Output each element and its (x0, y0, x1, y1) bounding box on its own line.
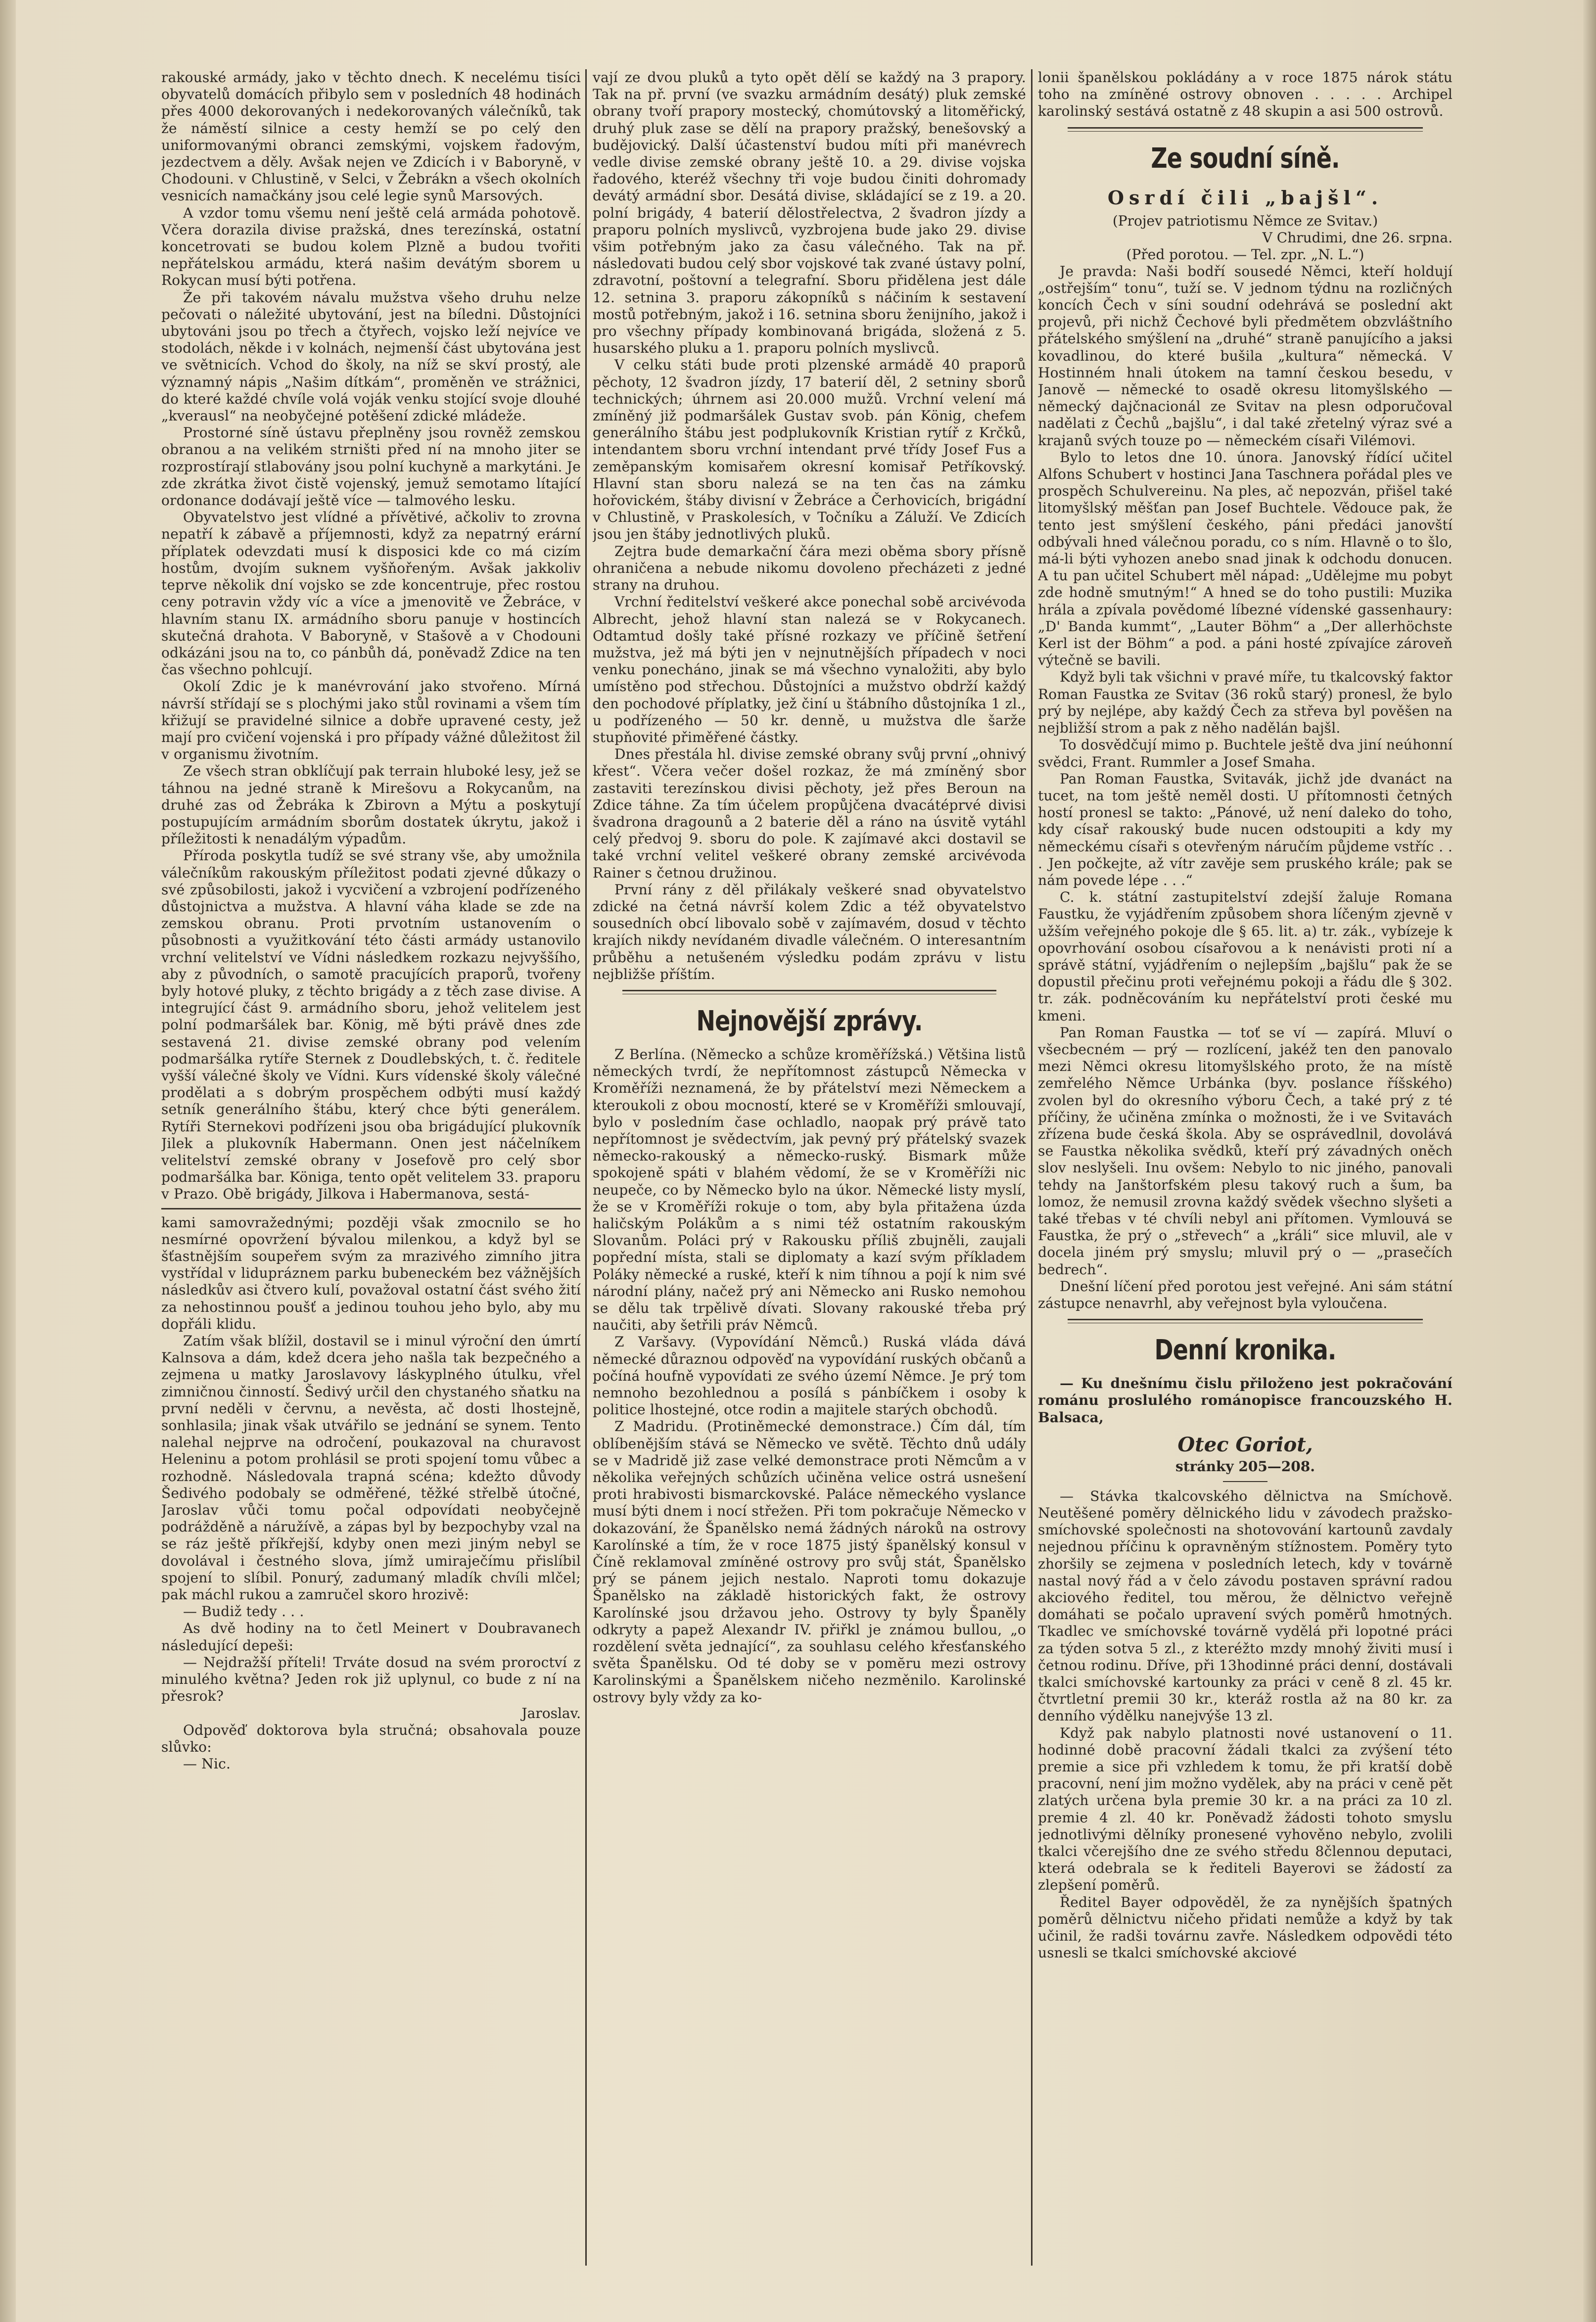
article-paragraph: vají ze dvou pluků a tyto opět dělí se každý na 3 prapory. Tak na př. první (ve svazku armádním desátý) pluk zemské obrany tvoří prapory mostecký, chomútovský a litoměřický, druhý pluk zase se dělí na prapory pražský, benešovský a budějovický. Další účastenství budou míti při manévrech vedle divise zemské obrany ještě 10. a 29. divise vojska řadového, kteréž všechny tři voje budou činiti dohromady devátý armádní sbor. Desátá divise, skládající se z 19. a 20. polní brigády, 4 baterií dělostřelectva, 2 švadron jízdy a praporu polních myslivců, vyzbrojena bude jako 29. divise všim potřebným jako za času válečného. Tak na př. následovati budou celý sbor vojskové tak zvané ústavy polní, zdravotní, poštovní a telegrafní. Sboru přidělena jest dále 12. setnina 3. praporu zákopníků s náčiním k sestavení mostů potřebným, jakož i 16. setnina sboru ženijního, jakož i pro všechny případy kombinovaná brigáda, složená z 5. husarského pluku a 1. praporu polních myslivců. (593, 69, 1026, 357)
article-paragraph: Dnes přestála hl. divise zemské obrany svůj první „ohnivý křest“. Včera večer došel rozkaz, že má zmíněný sbor zastaviti terezínskou divisi pěchoty, jež přes Beroun na Zdice táhne. Za tím účelem propůjčena dvacátéprvé divisi švadrona dragounů a 2 baterie děl a ráno na úsvitě vytáhl celý předvoj 9. sboru do pole. K zajímavé akci dostavil se také vrchní velitel veškeré obrany zemské arcivévoda Rainer s četnou družinou. (593, 746, 1026, 881)
section-heading-news: Nejnovější zprávy. (696, 1005, 923, 1037)
feuilleton-paragraph: — Budiž tedy . . . (183, 1603, 304, 1620)
article-paragraph: Že při takovém návalu mužstva všeho druhu nelze pečovati o náležité ubytování, jest na bíledni. Důstojníci ubytováni jsou po třech a čtyřech, vojsko leží nejvíce ve stodolách, někde i v kolnách, nejmenší část ubytována jest ve světnicích. Vchod do školy, na níž se skví prostý, ale významný nápis „Našim dítkám“, proměněn ve strážnici, do které každé chvíle volá voják venku stojící svoje dlouhé „kverausl“ na neobyčejné potěšení zdické mládeže. (161, 289, 581, 424)
page-edge-left (0, 0, 16, 2322)
article-paragraph: A vzdor tomu všemu není ještě celá armáda pohotově. Včera dorazila divise pražská, dnes terezínská, ostatní koncetrovati se budou kolem Plzně a budou tvořiti nepřátelskou armádu, která našim devátým sborem u Rokycan musí býti potřena. (161, 204, 581, 289)
article-paragraph: Bylo to letos dne 10. února. Janovský řídící učitel Alfons Schubert v hostinci Jana Taschnera pořádal ples ve prospěch Schulvereinu. Na ples, ač nepozván, přišel také litomyšlský měšťan pan Josef Buchtele. Vědouce pak, že tento jest smýšlení českého, páni předáci janovští odbývali hned válečnou poradu, co s ním. Hlavně o to šlo, má-li býti vyhozen anebo snad jinak k odchodu donucen. A tu pan učitel Schubert měl nápad: „Udělejme mu pobyt zde hodně smutným!“ A hned se do toho pustili: Muzika hrála a zpívala povědomé líbezné vídenské gassenhaury: „D' Banda kummt“, „Lauter Böhm“ a „Der allerhöchste Kerl ist der Böhm“ a pod. a páni hosté zpívajíce zároveň výtečně se bavili. (1038, 449, 1453, 669)
article-paragraph: V celku státi bude proti plzenské armádě 40 praporů pěchoty, 12 švadron jízdy, 17 baterií děl, 2 setniny sborů technických; úhrnem asi 20.000 mužů. Vrchní velení má zmíněný již podmaršálek Gustav svob. pán König, chefem generálního štábu jest podplukovník Kristian rytíř z Krčků, intendantem sboru vrchní intendant prvé třídy Josef Fus a zeměpanským komisařem okresní komisař Petříkovský. Hlavní stan sboru nalezá se na ten čas na zámku hořovickém, štáby divisní v Žebráce a Čerhovicích, brigádní v Chlustině, v Praskolesích, v Točníku a Záluží. Ve Zdicích jsou jen štáby jednotlivých pluků. (593, 357, 1026, 543)
chronicle-item: Ředitel Bayer odpověděl, že za nynějších špatných poměrů dělnictvu ničeho přidati nemůže a když by tak učinil, že radši továrnu zavře. Následkem odpovědi této usnesli se tkalci smíchovské akciové (1038, 1894, 1453, 1961)
article-paragraph: Dnešní líčení před porotou jest veřejné. Ani sám státní zástupce nenavrhl, aby veřejnost byla vyloučena. (1038, 1278, 1453, 1311)
feuilleton-paragraph: kami samovražednými; později však zmocnilo se ho nesmírné opovržení bývalou milenkou, a když byl se šťastnějším soupeřem svým za mrazivého zimního jitra vystřídal v lidupráznem parku bubeneckém bez vážnějších následkův asi čtvero kulí, považoval ostatní část svého žití za nehostinnou poušť a jedinou touhou jeho bylo, aby mu dopřáli klidu. (161, 1214, 581, 1332)
article-paragraph: Prostorné síně ústavu přeplněny jsou rovněž zemskou obranou a na velikém strništi před ní na mnoho jiter se rozprostírají stlabovány jsou polní kuchyně a markytáni. Je zde zkrátka život čistě vojenský, jemuž semotamo lítající ordonance dodávají ještě více — talmového lesku. (161, 424, 581, 509)
article-paragraph: Příroda poskytla tudíž se své strany vše, aby umožnila válečníkům rakouským příležitost podati zjevné důkazy o své způsobilosti, jakož i vycvičení a vzbrojení podřízeného důstojnictva a mužstva. A hlavní váha klade se zde na zemskou obranu. Proti prvotním ustanovením o působnosti a využitkování této části armády ustanovilo vrchní velitelství ve Vídni následkem rozkazu nejvyššího, aby z původních, o samotě pracujících praporů, tvořeny byly hotové pluky, z těchto brigády a z těch zase divise. A integrující část 9. armádního sboru, jehož velitelem jest polní podmaršálek bar. König, mě býti právě dnes zde sestavená 21. divise zemské obrany pod velením podmaršálka rytíře Sternek z Doudlebských, t. č. ředitele vyšší válečné školy ve Vídni. Kurs vídenské školy válečné prodělati a s dobrým prospěchem odbýti musí každý setník generálního štábu, který chce býti generálem. Rytíři Sternekovi podřízeni jsou oba brigádující plukovník Jilek a plukovník Habermann. Onen jest náčelníkem velitelství zemské obrany v Josefově pro celý sbor podmaršálka bar. Königa, tento opět velitelem 33. praporu v Prazo. Obě brigády, Jilkova i Habermanova, sestá- (161, 847, 581, 1203)
column-3 (1038, 69, 1453, 2271)
feuilleton-paragraph: Zatím však blížil, dostavil se i minul výroční den úmrtí Kalnsova a dám, kdež dcera jeho našla tak bezpečného a zejmena u matky Jaroslavovy láskyplného útulku, vřel zimničnou činností. Šedivý určil den chystaného sňatku na první neděli v červnu, a nevěsta, ač dosti lhostejně, sonhlasila; jinak však utvářilo se jednání se synem. Tento nalehal nejprve na odročení, poukazoval na churavost Heleninu a potom prohlásil se proti spojení tomu vůbec a rozhodně. Následovala trapná scéna; kdežto důvody Šedivého podobaly se odměřené, těžké střelbě útočné, Jaroslav vůči tomu počal odpovídati neobyčejně podrážděně a náružívě, a zápas byl by bezpochyby vzal na se ráz ještě příkřejší, kdyby onen mezi jiným nebyl se dovolával i čestného slova, jímž umiraječímu přislíbil spojení to slíbil. Ponurý, zadumaný mladík chvíli mlčel; pak máchl rukou a zamručel skoro hrozivě: (161, 1333, 581, 1603)
section-heading-court: Ze soudní síně. (1151, 142, 1340, 175)
article-heading: Osrdí čili „bajšl“. (1107, 186, 1383, 209)
section-divider (622, 990, 996, 994)
article-paragraph: Když byli tak všichni v pravé míře, tu tkalcovský faktor Roman Faustka ze Svitav (36 roků starý) pronesl, že bylo prý by nejlépe, aby každý Čech za střeva byl pověšen na nejbližší strom a pak z něho nadělán bajšl. (1038, 669, 1453, 737)
news-item: Z Berlína. (Německo a schůze kroměřížská.) Většina listů německých tvrdí, že nepřítomnost zástupců Německa v Kroměříži neznamená, že by přátelství mezi Německem a kteroukoli z obou mocností, které se v Kroměříži smlouvají, bylo v posledním čase ochladlo, naopak prý právě tato nepřítomnost je svědectvím, jak pevný prý přátelský svazek německo-rakouský a německo-ruský. Bismark může spokojeně spáti v blahém vědomí, že se v Kroměříži nic neupeče, co by Německo bylo na úkor. Německé listy myslí, že se v Kroměříži rokuje o tom, aby byla přitažena úzda haličským Polákům a s nimi též ostatním rakouským Slovanům. Poláci prý v Rakousku příliš zbujněli, zaujali popřední místa, stali se diplomaty a kazí svým příkladem Poláky německé a ruské, kteří k nim tíhnou a pojí k nim své národní plány, načež prý ani Německo ani Rusko nemohou se dělu tak trpělivě dívati. Slovany rakouské třeba prý naučiti, aby šetřili práv Němců. (593, 1046, 1026, 1334)
section-divider (1068, 1319, 1423, 1323)
column-1 (161, 69, 581, 2271)
news-item: Z Varšavy. (Vypovídání Němců.) Ruská vláda dává německé důraznou odpověď na vypovídání ruských občanů a počíná houfně vypovídati ze svého území Němce. Je prý tom nemnoho bezohlednou a posílá s pánbíčkem i osoby k politice lhostejné, otce rodin a majitele starých obchodů. (593, 1334, 1026, 1418)
article-paragraph: Okolí Zdic je k manévrování jako stvořeno. Mírná návrší střídají se s plochými jako stůl rovinami a všem tím křižují se pravidelné silnice a dobře upravené cesty, jež mají pro cvičení vojenská i pro případy vážné důležitost žil v organismu životním. (161, 678, 581, 763)
article-paragraph: Ze všech stran obklíčují pak terrain hluboké lesy, jež se táhnou na jedné straně k Mirešovu a Rokycanům, na druhé zas od Žebráka k Zbirovn a Mýtu a poskytují postupujícím armádním sborům dostatek úkrytu, jakož i příležitosti k nenadálým výpadům. (161, 763, 581, 847)
column-rule (1031, 69, 1033, 2266)
novel-title: Otec Goriot, (1177, 1433, 1313, 1456)
page-edge-right (1583, 0, 1596, 2322)
feuilleton-paragraph: Odpověď doktorova byla stručná; obsahovala pouze slůvko: (161, 1721, 581, 1755)
chronicle-item: — Ku dnešnímu čislu přiloženo jest pokračování románu proslulého románopisce francouzského H. Balsaca, (1038, 1375, 1453, 1426)
article-paragraph: Pan Roman Faustka, Svitavák, jichž jde dvanáct na tucet, na tom ještě neměl dosti. U přítomnosti četných hostí pronesl se takto: „Pánové, už není daleko do toho, kdy císař rakouský bude nucen odstoupiti a kdy my německému císaři s otevřeným náručím půjdeme vstříc . . . Jen počkejte, až vítr zavěje sem pruského krále; pak se nám povede lépe . . .“ (1038, 770, 1453, 888)
section-heading-chronicle: Denní kronika. (1154, 1334, 1336, 1367)
feuilleton-divider (161, 1208, 581, 1209)
novel-pages: stránky 205—208. (1175, 1458, 1315, 1475)
column-rule (585, 69, 587, 2266)
dateline: V Chrudimi, dne 26. srpna. (1262, 229, 1453, 246)
chronicle-item: Když pak nabylo platnosti nové ustanovení o 11. hodinné době pracovní žádali tkalci za zvýšení této premie a sice při vzhledem k tomu, že při kratší době pracovní, není jim možno vydělek, aby na práci v ceně pět zlatých určena byla premie 30 kr. a na práci za 10 zl. premie 4 zl. 40 kr. Poněvadž žádosti tohoto smyslu jednotlivými dělníky pronesené vyhověno nebylo, zvolili tkalci včerejšího dne ze svého středu 8člennou deputaci, která odebrala se k řediteli Bayerovi se žádostí za zlepšení poměrů. (1038, 1724, 1453, 1894)
source-note: (Před porotou. — Tel. zpr. „N. L.“) (1126, 246, 1364, 263)
article-subheading: (Projev patriotismu Němce ze Svitav.) (1112, 212, 1378, 229)
article-paragraph: Pan Roman Faustka — toť se ví — zapírá. Mluví o všecbecném — prý — rozlícení, jakéž ten den panovalo mezi Němci okresu litomyšlského proto, že na místě zemřelého Němce Urbánka (byv. poslance říšského) zvolen byl do okresního výboru Čech, a také prý z té příčiny, že učiněna zmínka o možnosti, že i ve Svitavách zřízena bude česká škola. Aby se osprávedlnil, dovolává se Faustka několika svědků, kteří prý závadných oněch slov neslyšeli. Inu ovšem: Nebylo to nic jiného, panovali tehdy na Janštorfském plesu takový ruch a šum, ba lomoz, že nemusil zrovna každý svědek všechno slyšeti a také třebas v té chvíli nebyl ani přítomen. Vymlouvá se Faustka, že prý o „střevech“ a „králi“ sice mluvil, ale v docela jiném prý smyslu; mluvil prý o — „prasečích bedrech“. (1038, 1024, 1453, 1278)
article-paragraph: Vrchní ředitelství veškeré akce ponechal sobě arcivévoda Albrecht, jehož hlavní stan nalezá se v Rokycanech. Odtamtud došly také přísné rozkazy ve příčině šetření mužstva, jež má býti jen v nejnutnějších případech v noci venku ponecháno, jinak se má všechno vynaložiti, aby bylo umístěno pod střechou. Důstojníci a mužstvo obdrží každý den pochodové příplatky, jež činí u štábního důstojníka 1 zl., u podřízeného — 50 kr. denně, u mužstva dle šarže stupňovité přiměřené částky. (593, 594, 1026, 745)
feuilleton-paragraph: As dvě hodiny na to četl Meinert v Doubravanech následující depeši: (161, 1620, 581, 1654)
article-paragraph: Obyvatelstvo jest vlídné a přívětivé, ačkoliv to zrovna nepatří k zábavě a příjemnosti, když za nepatrný erární příplatek odevzdati musí k disposici kde co má cizím hostům, dvojím suknem vyšňořeným. Avšak jakkoliv teprve několik dní vojsko se zde koncentruje, přec rostou ceny potravin vždy víc a více a jmenovitě ve Žebrácе, v hlavním stanu IX. armádního sboru panuje v hostincích skutečná drahota. V Baboryně, v Stašově a v Chodouni odkázáni jsou na to, co pánbůh dá, poněvadž Zdice na ten čas všechno pohlcují. (161, 509, 581, 678)
signature: Jaroslav. (521, 1705, 581, 1721)
feuilleton-paragraph: — Nejdražší příteli! Trváte dosud na svém proroctví z minulého května? Jeden rok již uplynul, co bude z ní na přesrok? (161, 1654, 581, 1705)
article-paragraph: První rány z děl přilákaly veškeré snad obyvatelstvo zdické na četná návrší kolem Zdic a též obyvatelstvo sousedních obcí libovalo sobě v zajímavém, dosud v těchto krajích nikdy nevídaném divadle válečném. O interesantním průběhu a netušeném výsledku podám zprávu v listu nejbližše příštím. (593, 881, 1026, 982)
article-paragraph: Zejtra bude demarkační čára mezi oběma sbory přísně ohraničena a nebude nikomu dovoleno přecházeti z jedné strany na druhou. (593, 543, 1026, 594)
chronicle-item: — Stávka tkalcovského dělnictva na Smíchově. Neutěšené poměry dělnického lidu v závodech pražsko-smíchovské společnosti na shotovování kartounů zavdaly nejednou příčinu k opravněným stížnostem. Poměry tyto zhoršily se zejmena v posledních letech, kdy v továrně nastal nový řád a v čelo závodu postaven správní radou akciového ředitel, tou měrou, že dělnictvo veřejně domáhati se počalo upravení svých poměrů hmotných. Tkadlec ve smíchovské továrně vydělá při lopotné práci za týden sotva 5 zl., z kteréžto mzdy mnohý živiti musí i četnou rodinu. Dříve, při 13hodinné práci denní, dostávali tkalci smíchovské kartounky za práci v ceně 8 zl. 45 kr. čtvrtletní premii 30 kr., kteráž rostla až na 80 kr. za denního výdělku nanejvýše 13 zl. (1038, 1487, 1453, 1724)
article-paragraph: Je pravda: Naši bodří sousedé Němci, kteří holdují „ostřejším“ tonu“, tuží se. V jednom týdnu na rozličných koncích Čech v síni soudní odehrává se poslední akt projevů, při nichž Čechové byli předmětem obzvláštního přátelského smýšlení na „druhé“ straně panujícího a jaksi kovadlinou, do které bušila „kultura“ německá. V Hostinném hnali útokem na tamní českou besedu, v Janově — německé to osadě okresu litomyšlského — německý dajčnacionál ze Svitav na plesn odporučoval nadělati z Čechů „bajšlu“, i dal také zřetelný výraz své a krajanů svých touze po — německém císaři Vilémovi. (1038, 263, 1453, 449)
article-paragraph: rakouské armády, jako v těchto dnech. K necelému tisíci obyvatelů domácích přibylo sem v posledních 48 hodinách přes 4000 dekorovaných i nedekorovaných válečníků, tak že náměstí silnice a cesty hemží se po celý den uniformovanými obranci zemskými, vojskem řadovým, jezdectvem a děly. Avšak nejen ve Zdicích i v Baboryně, v Chodouni. v Chlustině, v Selci, v Žebrákn a všech okolních vesnicích namačkány jsou celé legie synů Marsových. (161, 69, 581, 204)
section-divider (1068, 127, 1423, 132)
feuilleton-paragraph: — Nic. (183, 1755, 231, 1772)
article-paragraph: lonii španělskou pokládány a v roce 1875 nárok státu toho na zmíněné ostrovy obnoven . . . . . Archipel karolinský sestává ostatně z 48 skupin a asi 500 ostrovů. (1038, 69, 1453, 120)
column-2 (593, 69, 1026, 2271)
short-divider (1223, 1481, 1267, 1482)
article-paragraph: C. k. státní zastupitelství zdejší žaluje Romana Faustku, že vyjádřením způsobem shora líčeným zjevně v užším veřejného pokoje dle § 65. lit. a) tr. zák., vybízeje k opovrhování osobou císařovou a k nenávisti proti ní a správě státní, vyjádřením o nejlepším „bajšlu“ pak že se dopustil přečinu proti veřejnému pokoji a řádu dle § 302. tr. zák. podněcováním ku nepřátelství proti české mu kmeni. (1038, 889, 1453, 1024)
news-item: Z Madridu. (Protiněmecké demonstrace.) Čím dál, tím oblíbenějším stává se Německo ve světě. Těchto dnů udály se v Madridě již zase velké demonstrace proti Němcům a v několika veřejných schůzích učiněna velice ostrá usnešení proti hrabivosti bismarckovské. Paláce německého vyslance musí býti dnem i nocí střežen. Při tom pokračuje Německo v dokazování, že Španělsko nemá žádných nároků na ostrovy Karolínské a tím, že v roce 1875 jistý španělský konsul v Číně reklamoval zmíněné ostrovy pro svůj stát, Španělsko prý se pánem jejich nestalo. Naproti tomu dokazuje Španělsko na základě historických fakt, že ostrovy Karolínské jsou državou jeho. Ostrovy ty byly Španěly odkryty a papež Alexandr IV. přiřkl je známou bullou, „o rozdělení světa jednající“, za souhlasu celého křesťanského světa Španělsku. Od té doby se v pomĕru mezi ostrovy Karolinskými a Španělskem ničeho nezměnilo. Karolinské ostrovy byly vždy za ko- (593, 1418, 1026, 1706)
article-paragraph: To dosvědčují mimo p. Buchtele ještě dva jiní neúhonní svědci, Frant. Rummler a Josef Smaha. (1038, 737, 1453, 770)
